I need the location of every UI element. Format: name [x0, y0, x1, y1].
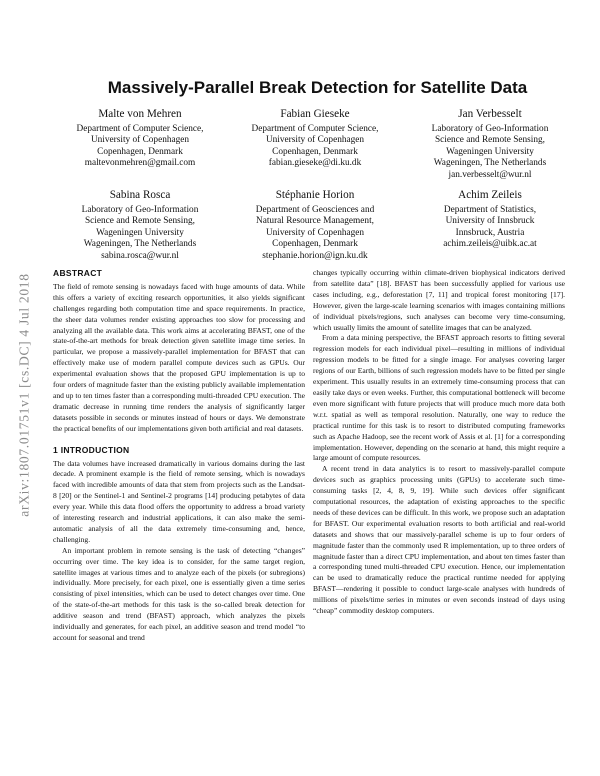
- author-block: [405, 190, 575, 263]
- author-name: Sabina Rosca: [109, 189, 171, 201]
- right-column: [313, 268, 565, 617]
- author-block: [55, 109, 225, 182]
- body-paragraph: A recent trend in data analytics is to resort to massively-parallel compute devices such as graphics processing units (GPUs) to accelerate such time-consuming tasks [2, 4, 8, 9, 19]. While such devices offer significant computational resources, the adaptation of existing approaches to the specific needs of these devices can be difficult. In this work, we propose such an adaptation for BFAST. Our experimental evaluation resorts to both artificial and real-world datasets and shows that our massively-parallel scheme is up to four orders of magnitude faster than the commonly used R implementation, up to three orders of magnitude faster than a direct CPU implementation, and about ten times faster than a corresponding tuned multi-threaded CPU execution. Hence, our implementation can be used to dramatically reduce the practical runtime needed for applying BFAST—rendering it possible to conduct large-scale analyses with hundreds of millions of pixels/time series in minutes or even seconds instead of days using “cheap” commodity desktop computers.: [313, 464, 565, 616]
- body-paragraph: From a data mining perspective, the BFAST approach resorts to fitting several regression models for each individual pixel—resulting in millions of individual regression models to be fitted for a single image. For analyses covering larger regions of our Earth, billions of such regression models have to be fitted per single experiment. This usually results in an extremely time-consuming process that can easily take days or even weeks. Further, this computational bottleneck will become even more significant with future projects that will produce much more data both w.r.t. spatial as well as temporal resolution. Naturally, one way to reduce the practical runtime for this task is to resort to distributed computing frameworks such as Apache Hadoop, see the recent work of Assis et al. [1] for a corresponding implementation. However, depending on the scenario at hand, this might require a large amount of compute resources.: [313, 333, 565, 463]
- author-affiliation: Natural Resource Management,: [256, 216, 374, 227]
- author-affiliation: Wageningen University: [96, 227, 184, 238]
- author-name: Jan Verbesselt: [458, 108, 522, 120]
- abstract-heading: ABSTRACT: [53, 268, 103, 278]
- author-affiliation: Department of Computer Science,: [251, 123, 379, 134]
- author-name: Malte von Mehren: [98, 108, 182, 120]
- author-row-2: [55, 190, 575, 263]
- author-affiliation: Department of Geosciences and: [255, 204, 375, 215]
- author-affiliation: University of Copenhagen: [90, 135, 190, 146]
- author-email[interactable]: achim.zeileis@uibk.ac.at: [443, 239, 537, 250]
- author-affiliation: Wageningen University: [446, 146, 534, 157]
- author-email[interactable]: fabian.gieseke@di.ku.dk: [268, 158, 362, 169]
- author-name: Fabian Gieseke: [280, 108, 350, 120]
- author-email[interactable]: sabina.rosca@wur.nl: [101, 250, 179, 261]
- author-block: [230, 109, 400, 182]
- intro-paragraph: An important problem in remote sensing is the task of detecting “changes” occurring over time. The key idea is to consider, for the same target region, satellite images at various times and to analyze each of the pixels (or subregions) individually. More precisely, for each pixel, one is essentially given a time series consisting of pixel intensities, which can be used to detect changes over time. One of the state-of-the-art methods for this task is the so-called break detection for additive season and trend (BFAST) approach, which analyzes the pixels individually and generates, for each pixel, an additive season and trend model “to account for seasonal and trend: [53, 545, 305, 642]
- author-block: [405, 109, 575, 182]
- intro-heading: 1 INTRODUCTION: [53, 444, 130, 455]
- author-affiliation: Wageningen, The Netherlands: [433, 158, 547, 169]
- author-affiliation: Copenhagen, Denmark: [272, 146, 358, 157]
- author-affiliation: Copenhagen, Denmark: [97, 146, 183, 157]
- author-name: Achim Zeileis: [458, 189, 522, 201]
- paper-title: Massively-Parallel Break Detection for Satellite Data: [107, 78, 528, 97]
- intro-paragraph: The data volumes have increased dramatically in various domains during the last decade. A prominent example is the field of remote sensing, which is nowadays faced with incredible amounts of data that stem from projects such as the Landsat-8 [20] or the Sentinel-1 and Sentinel-2 programs [14] producing petabytes of data every year. While this data flood offers the opportunity to address a broad variety of interesting research and industrial applications, it can also make the semi-automatic analysis of all the data extremely time-consuming and, hence, challenging.: [53, 458, 305, 544]
- author-affiliation: Department of Computer Science,: [76, 123, 204, 134]
- author-name: Stéphanie Horion: [275, 189, 355, 201]
- body-paragraph: changes typically occurring within climate-driven biophysical indicators derived from satellite data” [18]. BFAST has been successfully applied for various use cases including, e.g., deforestation [7, 11] and tropical forest monitoring [17]. However, given the large-scale learning scenarios with images containing millions of individual pixels/regions, such analyses can become very time-consuming, which usually limits the amount of satellite images that can be analyzed.: [313, 268, 565, 332]
- left-column: [53, 268, 305, 644]
- author-affiliation: Wageningen, The Netherlands: [83, 239, 197, 250]
- author-block: [55, 190, 225, 263]
- arxiv-id: arXiv:1807.01751v1 [cs.DC] 4 Jul 2018: [17, 273, 33, 517]
- author-email[interactable]: maltevonmehren@gmail.com: [84, 158, 196, 169]
- author-affiliation: University of Copenhagen: [265, 227, 365, 238]
- author-affiliation: Science and Remote Sensing,: [435, 135, 545, 146]
- abstract-text: The field of remote sensing is nowadays faced with huge amounts of data. While this offers a variety of exciting research opportunities, it also yields significant challenges regarding both computation time and space requirements. In practice, the sheer data volumes render existing approaches too slow for processing and analyzing all the available data. This work aims at accelerating BFAST, one of the state-of-the-art methods for break detection given satellite image time series. In particular, we propose a massively-parallel implementation for BFAST that can effectively make use of modern parallel compute devices such as GPUs. Our experimental evaluation shows that the proposed GPU implementation is up to four orders of magnitude faster than the existing publicly available implementation and up to ten times faster than a corresponding multi-threaded CPU execution. The dramatic decrease in running time renders the analysis of significantly larger datasets possible in seconds or minutes instead of hours or days. We demonstrate the practical benefits of our implementations given both artificial and real datasets.: [53, 281, 305, 433]
- author-block: [230, 190, 400, 263]
- author-affiliation: Copenhagen, Denmark: [272, 239, 358, 250]
- author-affiliation: University of Innsbruck: [445, 216, 535, 227]
- arxiv-stamp: [10, 225, 40, 565]
- author-email[interactable]: jan.verbesselt@wur.nl: [448, 169, 532, 180]
- author-affiliation: Laboratory of Geo-Information: [431, 123, 549, 134]
- author-affiliation: Innsbruck, Austria: [455, 227, 525, 238]
- author-affiliation: University of Copenhagen: [265, 135, 365, 146]
- author-affiliation: Department of Statistics,: [443, 204, 537, 215]
- author-affiliation: Laboratory of Geo-Information: [81, 204, 199, 215]
- author-row-1: [55, 109, 575, 182]
- author-email[interactable]: stephanie.horion@ign.ku.dk: [262, 250, 368, 261]
- author-affiliation: Science and Remote Sensing,: [85, 216, 195, 227]
